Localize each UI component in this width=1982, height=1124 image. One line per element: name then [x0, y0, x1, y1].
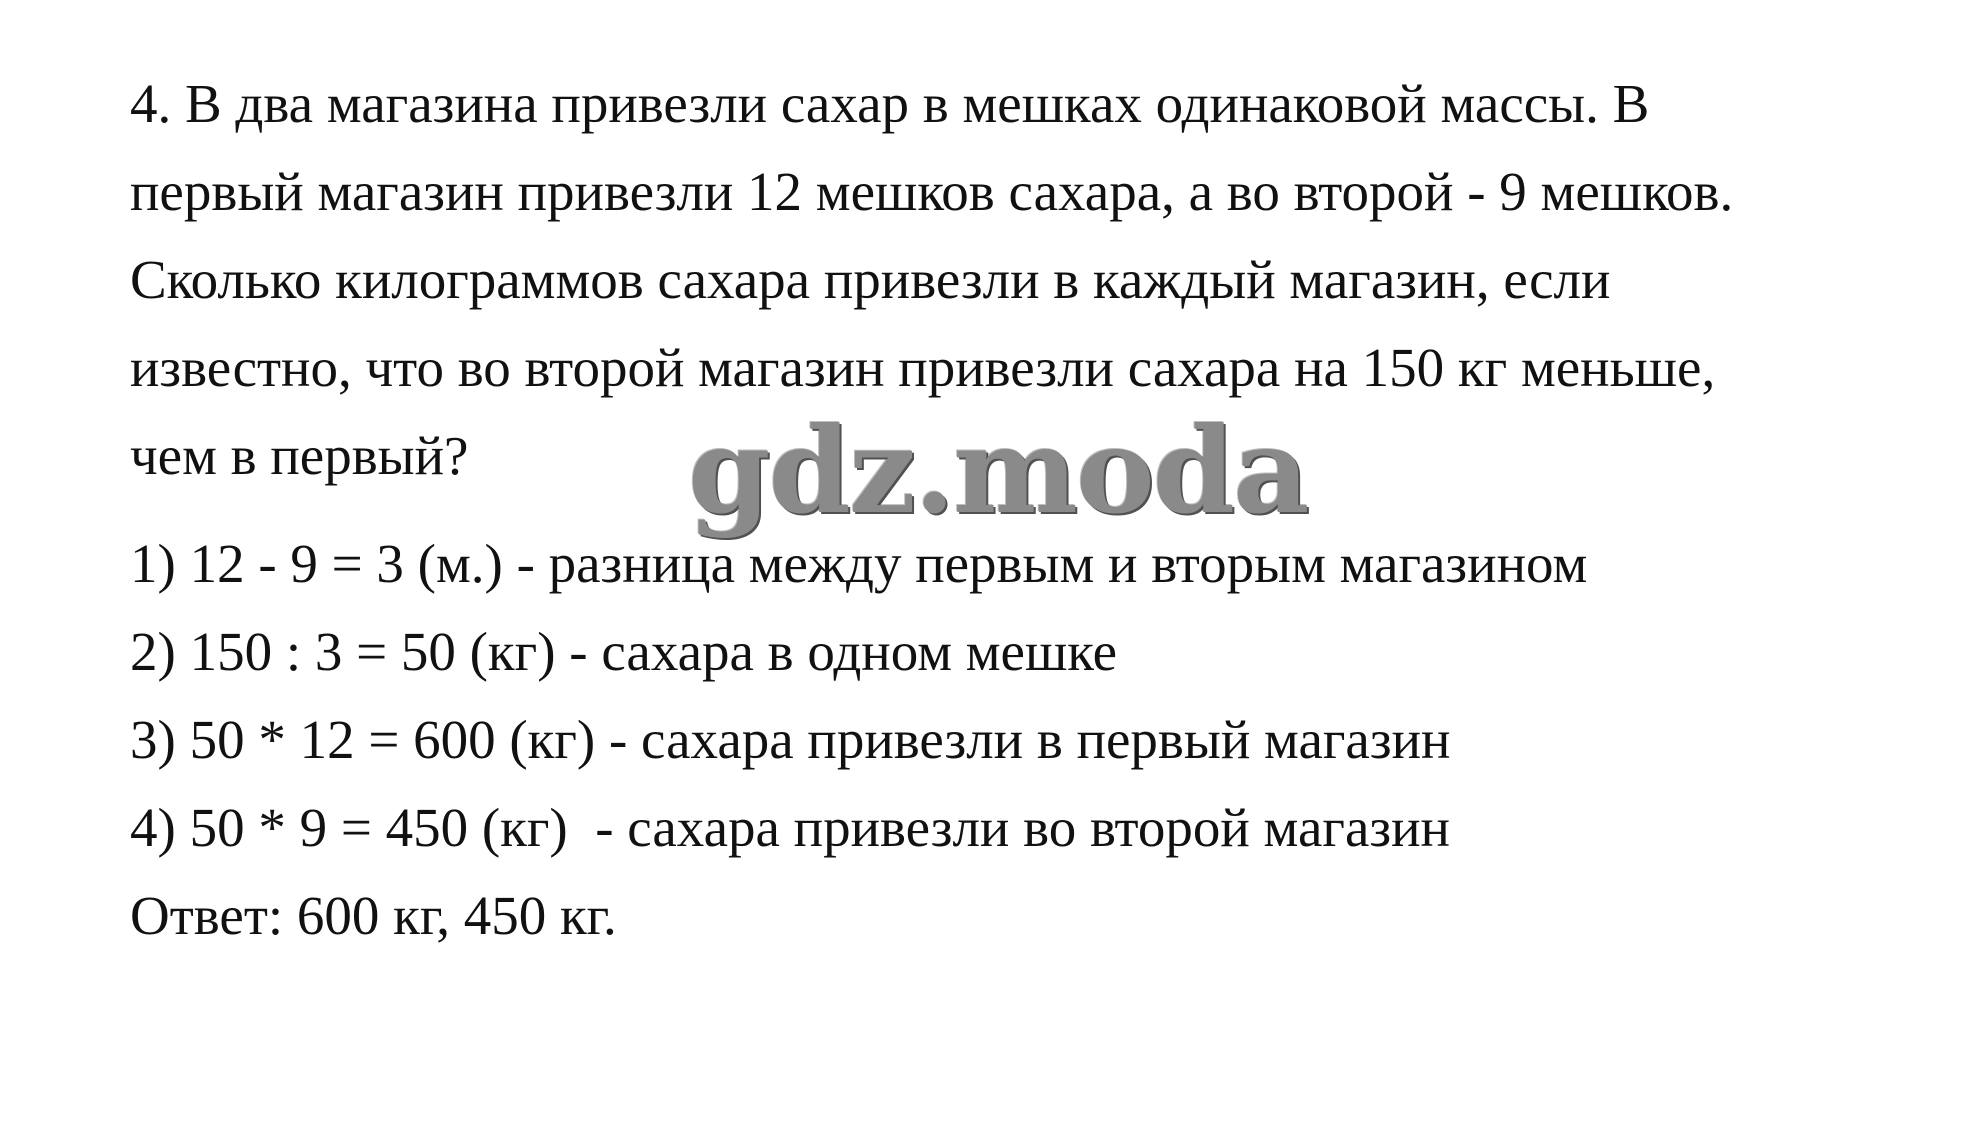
problem-line-4: известно, что во второй магазин привезли сахара на 150 кг меньше, — [130, 337, 1716, 398]
answer-line: Ответ: 600 кг, 450 кг. — [130, 885, 617, 946]
solution-step-3: 3) 50 * 12 = 600 (кг) - сахара привезли в первый магазин — [130, 709, 1451, 770]
solution-step-2: 2) 150 : 3 = 50 (кг) - сахара в одном мешке — [130, 621, 1118, 682]
problem-line-2: первый магазин привезли 12 мешков сахара, а во второй - 9 мешков. — [130, 161, 1734, 222]
solution-step-4: 4) 50 * 9 = 450 (кг) - сахара привезли во второй магазин — [130, 797, 1450, 858]
solution-step-1: 1) 12 - 9 = 3 (м.) - разница между первым и вторым магазином — [130, 533, 1588, 594]
problem-line-5: чем в первый? — [130, 425, 469, 486]
problem-line-3: Сколько килограммов сахара привезли в каждый магазин, если — [130, 249, 1611, 310]
problem-line-1: 4. В два магазина привезли сахар в мешках одинаковой массы. В — [130, 73, 1650, 134]
watermark-logo: gdz.moda — [688, 401, 1308, 540]
